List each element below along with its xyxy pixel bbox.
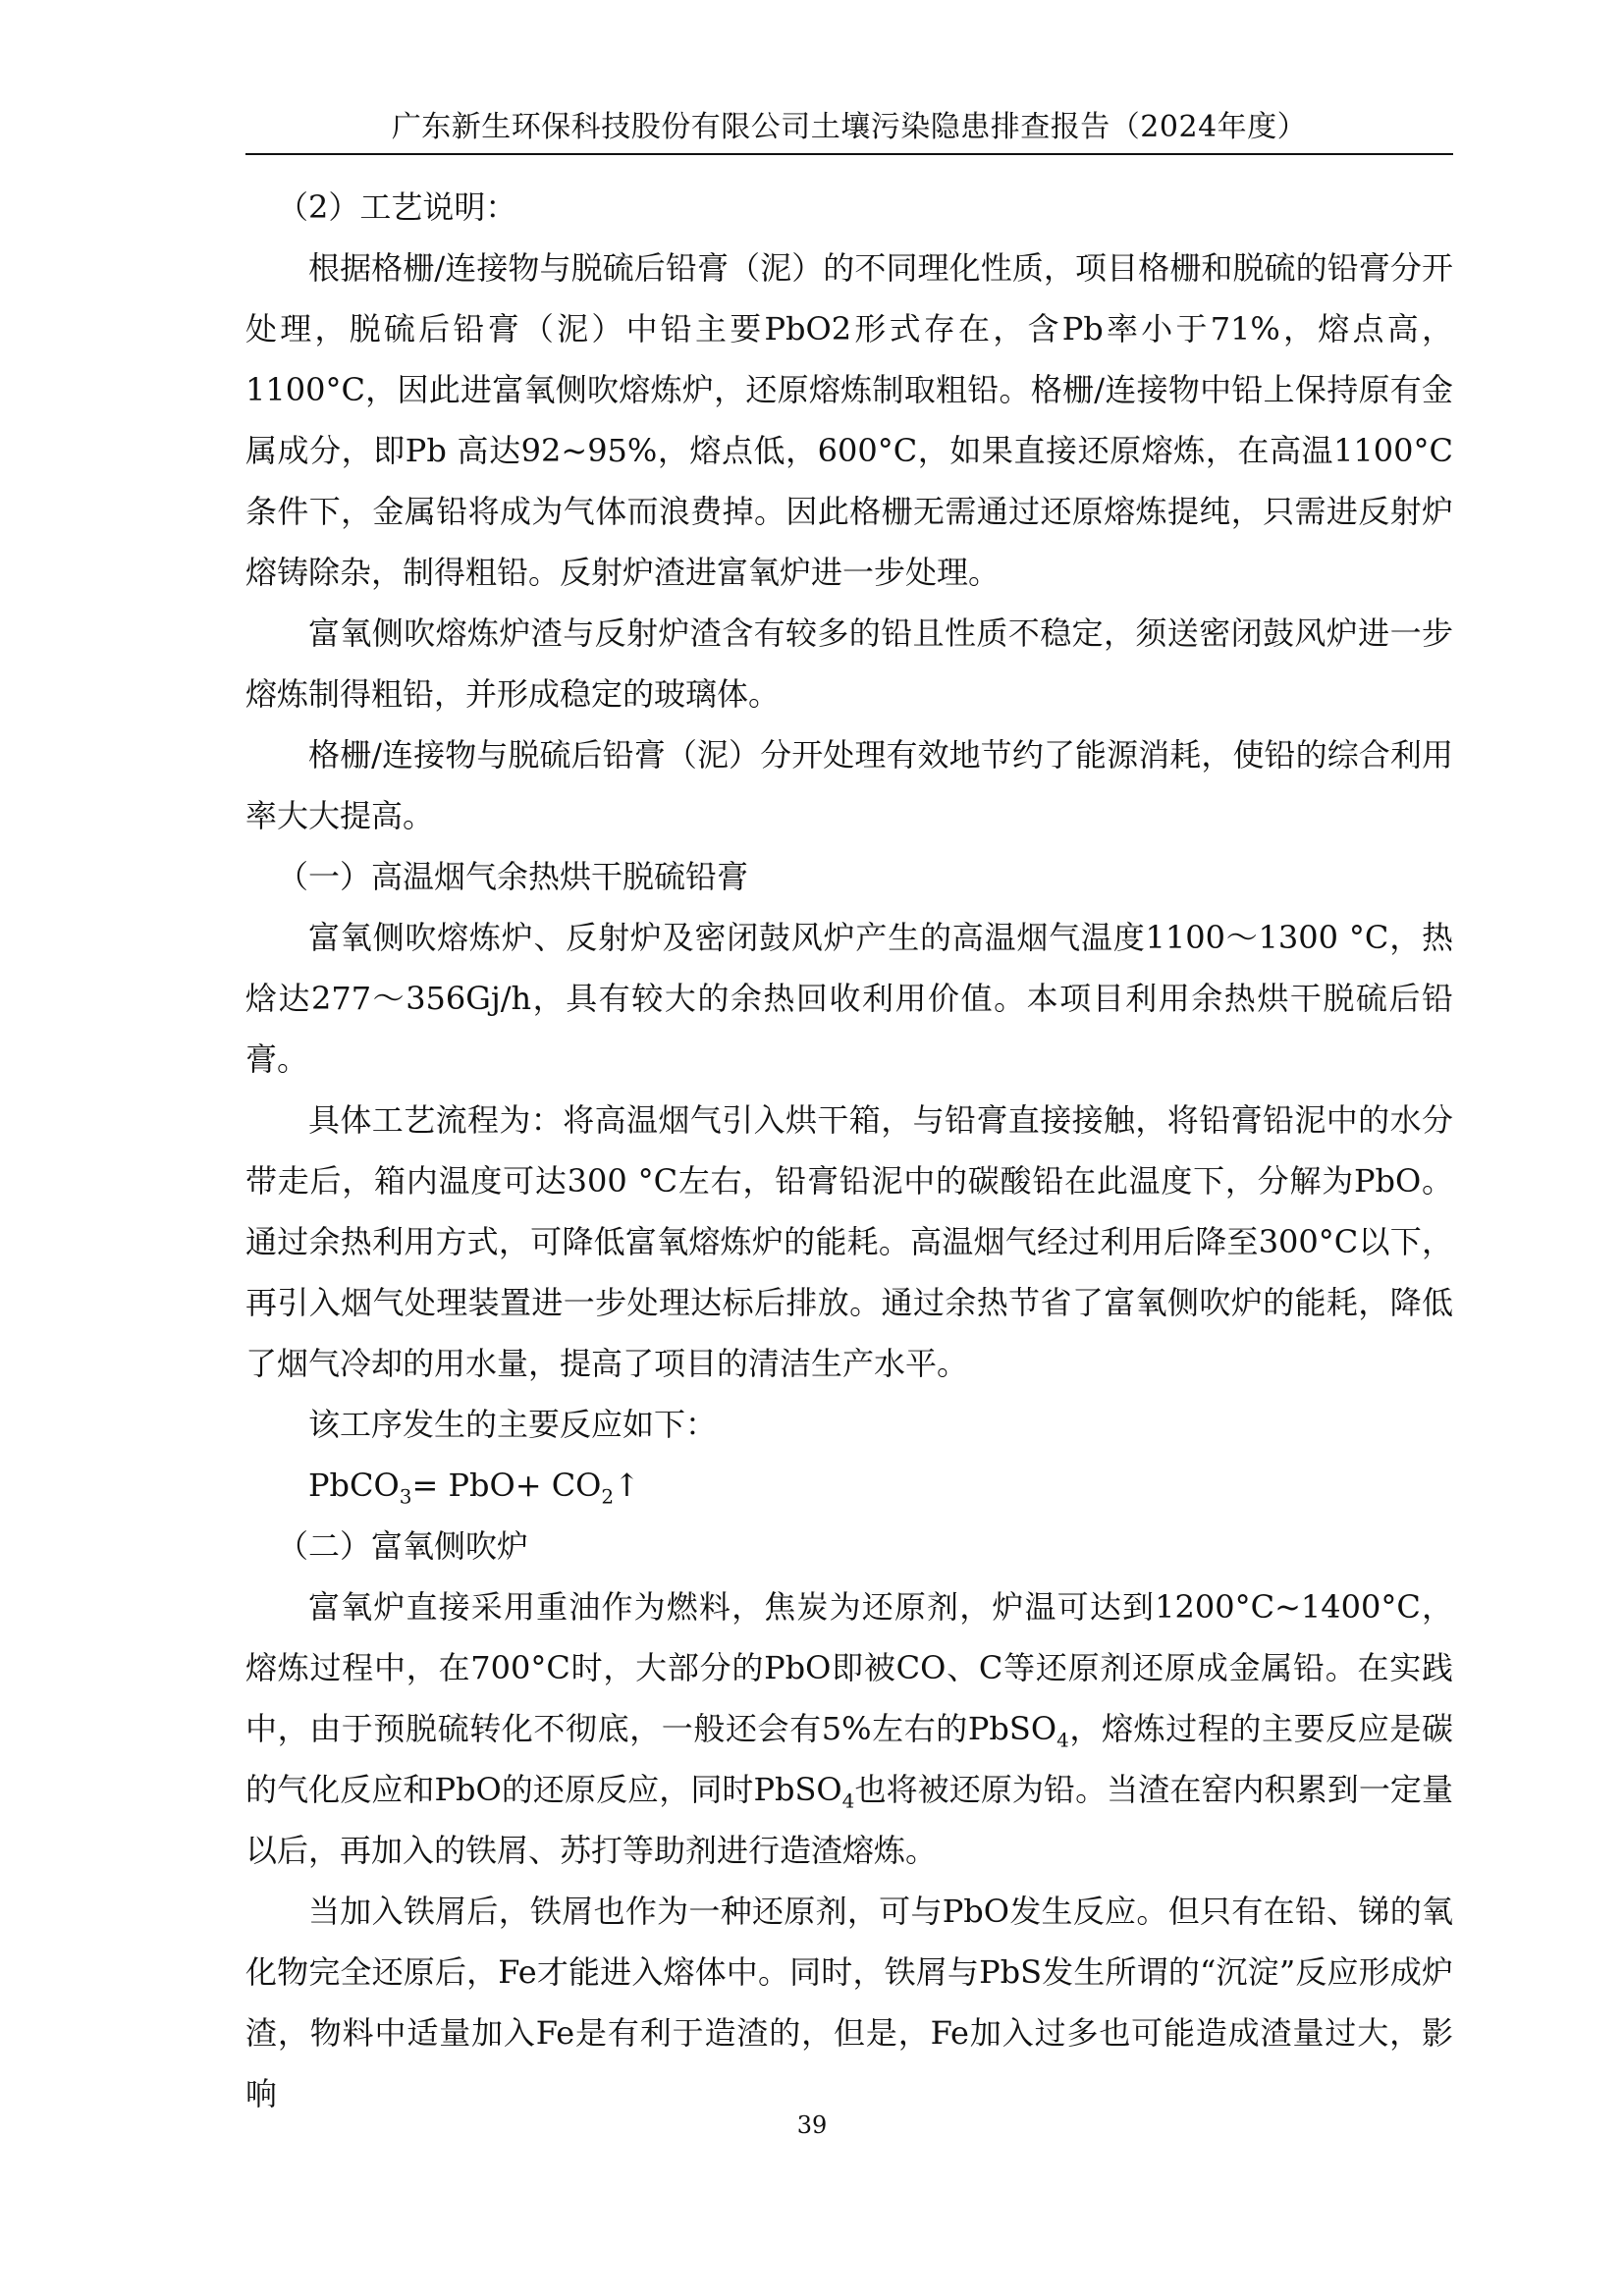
- pbso4-subscript-1: 4: [1056, 1728, 1069, 1752]
- paragraph-flue-gas: 富氧侧吹熔炼炉、反射炉及密闭鼓风炉产生的高温烟气温度1100～1300 °C，热焓达277～356Gj/h，具有较大的余热回收利用价值。本项目利用余热烘干脱硫后铅膏。: [245, 919, 1453, 1078]
- paragraph-reaction-intro: 该工序发生的主要反应如下：: [308, 1406, 718, 1443]
- equation-subscript-2: 2: [601, 1484, 615, 1509]
- section-label-process: （2）工艺说明：: [277, 188, 517, 226]
- equation-gas-arrow: ↑: [614, 1467, 640, 1504]
- paragraph-furnace-process: [245, 1576, 1453, 1881]
- page-footer: [0, 2110, 1624, 2140]
- header-title: 广东新生环保科技股份有限公司土壤污染隐患排查报告（2024年度）: [391, 110, 1308, 144]
- equation-products: = PbO+ CO: [411, 1467, 602, 1504]
- section-heading-waste-heat: （一）高温烟气余热烘干脱硫铅膏: [277, 858, 749, 895]
- section-heading-furnace: （二）富氧侧吹炉: [277, 1527, 529, 1565]
- header-divider: [245, 153, 1453, 155]
- furnace-text-part3: 也将被还原为铅。当渣在窑内积累到一定量以后，再加入的铁屑、苏打等助剂进行造渣熔炼。: [245, 1771, 1453, 1869]
- paragraph-drying-process: 具体工艺流程为：将高温烟气引入烘干箱，与铅膏直接接触，将铅膏铅泥中的水分带走后，箱内温度可达300 °C左右，铅膏铅泥中的碳酸铅在此温度下，分解为PbO。通过余热利用方式，可降低富氧熔炼炉的能耗。高温烟气经过利用后降至300°C以下，再引入烟气处理装置进一步处理达标后排放。通过余热节省了富氧侧吹炉的能耗，降低了烟气冷却的用水量，提高了项目的清洁生产水平。: [245, 1101, 1453, 1382]
- pbso4-subscript-2: 4: [841, 1789, 855, 1813]
- equation-reactant: PbCO: [308, 1467, 400, 1504]
- paragraph-iron-scrap: 当加入铁屑后，铁屑也作为一种还原剂，可与PbO发生反应。但只有在铅、锑的氧化物完全还原后，Fe才能进入熔体中。同时，铁屑与PbS发生所谓的“沉淀”反应形成炉渣，物料中适量加入Fe是有利于造渣的，但是，Fe加入过多也可能造成渣量过大，影响: [245, 1893, 1453, 2112]
- furnace-text-part2: ，熔炼过程的主要反应是碳的气化反应和PbO的还原反应，同时PbSO: [245, 1710, 1453, 1808]
- paragraph-energy-saving: 格栅/连接物与脱硫后铅膏（泥）分开处理有效地节约了能源消耗，使铅的综合利用率大大提高。: [245, 736, 1453, 834]
- page-number: 39: [796, 2111, 828, 2139]
- paragraph-process-description: 根据格栅/连接物与脱硫后铅膏（泥）的不同理化性质，项目格栅和脱硫的铅膏分开处理，脱硫后铅膏（泥）中铅主要PbO2形式存在，含Pb率小于71%，熔点高，1100°C，因此进富氧侧吹熔炼炉，还原熔炼制取粗铅。格栅/连接物中铅上保持原有金属成分，即Pb 高达92~95%，熔点低，600°C，如果直接还原熔炼，在高温1100°C条件下，金属铅将成为气体而浪费掉。因此格栅无需通过还原熔炼提纯，只需进反射炉熔铸除杂，制得粗铅。反射炉渣进富氧炉进一步处理。: [245, 249, 1453, 591]
- chemical-equation: [245, 1455, 1453, 1516]
- document-body: [245, 177, 1453, 2124]
- page-header: [245, 110, 1453, 157]
- furnace-text-part1: 富氧炉直接采用重油作为燃料，焦炭为还原剂，炉温可达到1200°C~1400°C，熔炼过程中，在700°C时，大部分的PbO即被CO、C等还原剂还原成金属铅。在实践中，由于预脱硫转化不彻底，一般还会有5%左右的PbSO: [245, 1588, 1453, 1747]
- equation-subscript-3: 3: [399, 1484, 412, 1509]
- paragraph-slag-treatment: 富氧侧吹熔炼炉渣与反射炉渣含有较多的铅且性质不稳定，须送密闭鼓风炉进一步熔炼制得粗铅，并形成稳定的玻璃体。: [245, 614, 1453, 713]
